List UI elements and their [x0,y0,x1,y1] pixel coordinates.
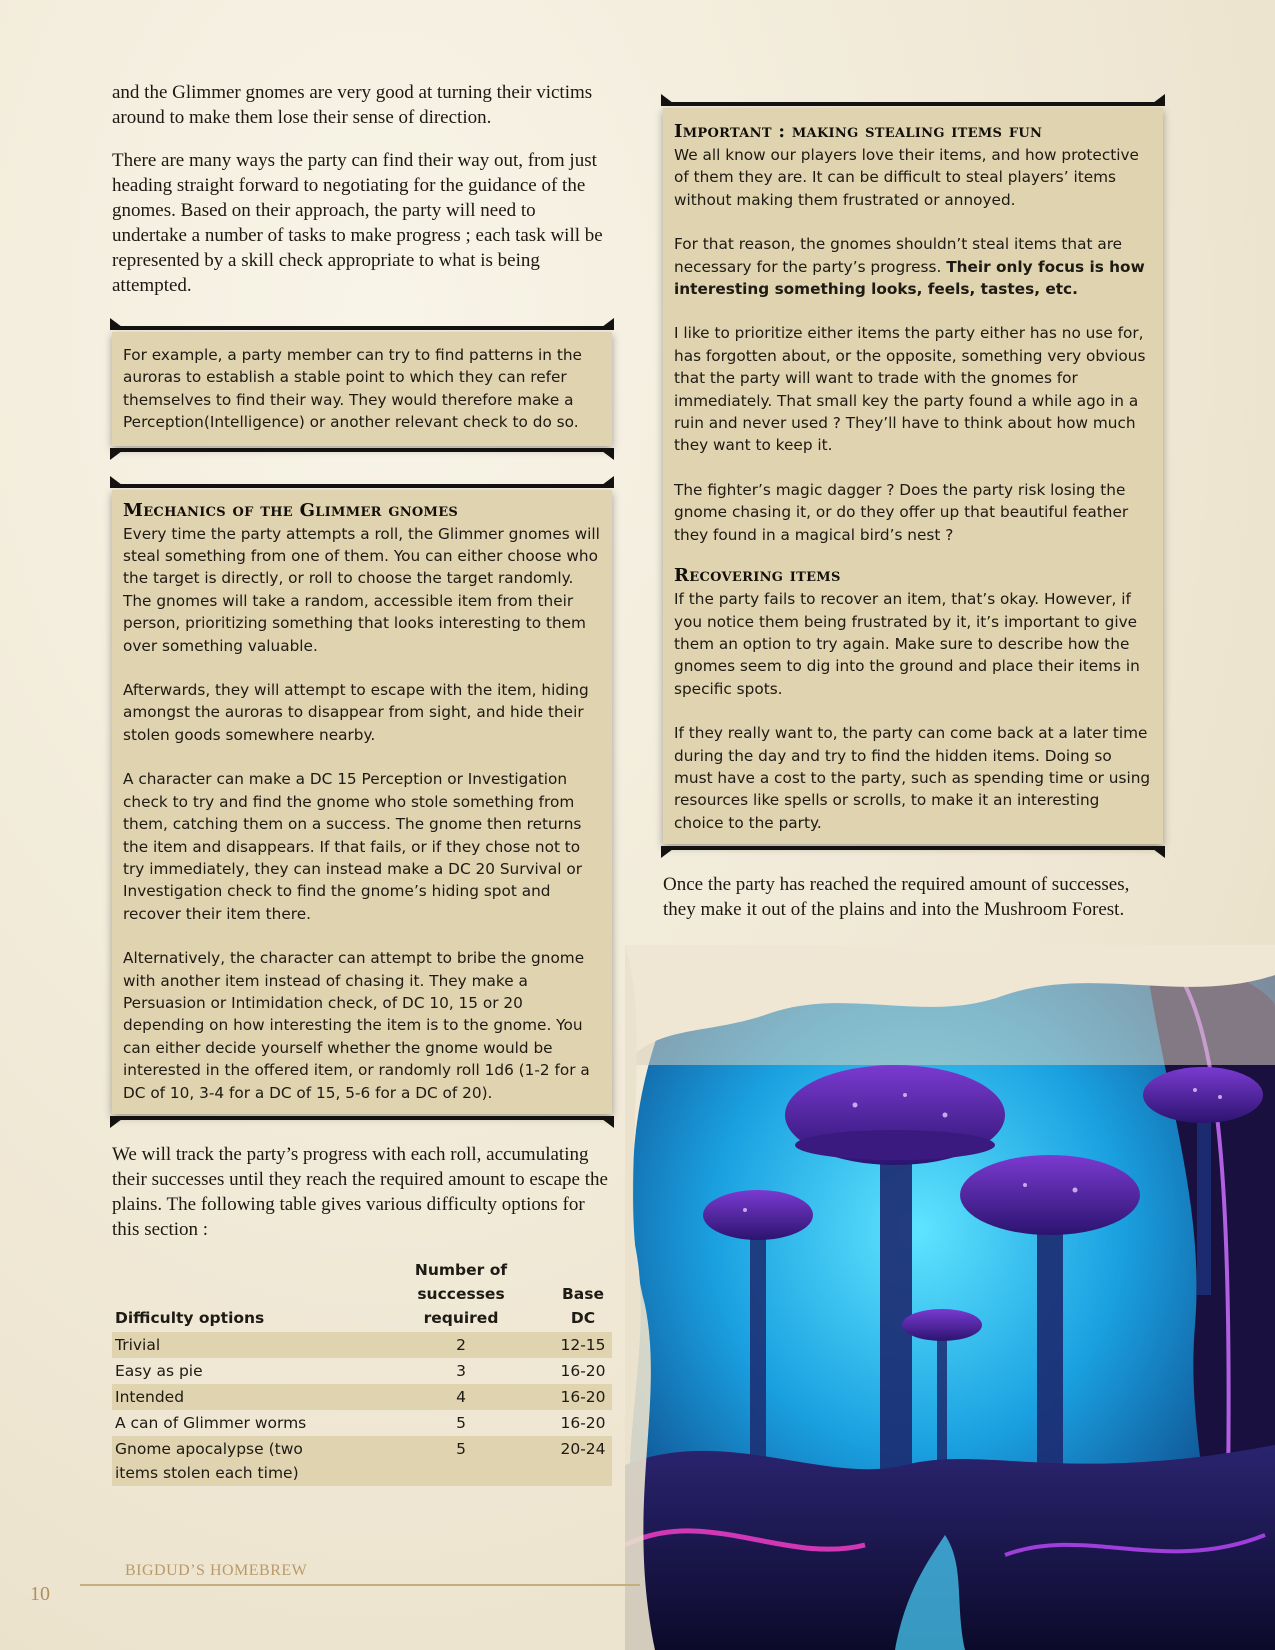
table-row [112,1384,612,1410]
important-p3: I like to prioritize either items the party either has no use for, has forgotten about, or the opposite, something very obvious that the party will want to trade with the gnomes for immediately. That small key the party found a while ago in a ruin and never used ? They’ll have to think about how much they want to keep it. [674,324,1146,455]
example-box [112,332,612,446]
mechanics-box [112,490,612,1114]
header-dc-line1: Base [561,1284,604,1303]
important-box [663,108,1163,844]
row-dc: 20-24 [560,1439,606,1458]
footer-brand: BIGDUD’S HOMEBREW [125,1562,308,1579]
row-dc: 12-15 [560,1335,606,1354]
row-option: A can of Glimmer worms [115,1413,307,1432]
mechanics-p2: Afterwards, they will attempt to escape with the item, hiding amongst the auroras to disappear from sight, and hide their stolen goods somewhere nearby. [123,681,589,744]
important-p4: The fighter’s magic dagger ? Does the party risk losing the gnome chasing it, or do they offer up that beautiful feather they found in a magical bird’s nest ? [674,480,1129,544]
header-successes [368,1256,554,1332]
header-successes-line1: Number of successes [414,1260,508,1303]
closing-paragraph: Once the party has reached the required amount of successes, they make it out of the plains and into the Mushroom Forest. [663,874,1130,921]
table-row [112,1410,612,1436]
important-p1: We all know our players love their items, and how protective of them they are. It can be difficult to steal players’ items without making them frustrated or annoyed. [674,146,1139,209]
row-option: Intended [115,1387,185,1406]
row-successes: 5 [456,1439,466,1458]
mushroom-forest-illustration [625,945,1275,1650]
row-option: Trivial [115,1335,161,1354]
table-row [112,1332,612,1358]
row-option: Easy as pie [115,1361,203,1380]
approach-paragraph: There are many ways the party can find their way out, from just heading straight forward to negotiating for the guidance of the gnomes. Based on their approach, the party will need to undertake a number of tasks to make progress ; each task will be represented by a skill check appropriate to what is being attempted. [112,150,603,296]
example-text: For example, a party member can try to find patterns in the auroras to establish a stable point to which they can refer themselves to find their way. They would therefore make a Perception(Intelligence) or another relevant check to do so. [123,346,582,432]
header-dc [554,1256,612,1332]
difficulty-table [112,1256,612,1486]
tracking-paragraph: We will track the party’s progress with each roll, accumulating their successes until they reach the required amount to escape the plains. The following table gives various difficulty options for this section : [112,1143,608,1240]
row-dc: 16-20 [560,1361,606,1380]
footer-rule [80,1584,640,1586]
page-number: 10 [30,1583,50,1605]
mechanics-p4: Alternatively, the character can attempt to bribe the gnome with another item instead of chasing it. They make a Persuasion or Intimidation check, of DC 10, 15 or 20 depending on how interesting the item is to the gnome. You can either decide yourself whether the gnome would be interested in the offered item, or randomly roll 1d6 (1-2 for a DC of 10, 3-4 for a DC of 15, 5-6 for a DC of 20). [123,949,590,1102]
row-dc: 16-20 [560,1413,606,1432]
table-row [112,1358,612,1384]
mushroom-forest-image [625,945,1275,1650]
box-top-border [661,102,1165,106]
recovering-heading: Recovering items [674,565,841,587]
important-heading: Important : making stealing items fun [674,121,1043,142]
header-difficulty: Difficulty options [115,1308,265,1327]
recovering-p2: If they really want to, the party can come back at a later time during the day and try to find the hidden items. Doing so must have a cost to the party, such as spending time or using resources like spells or scrolls, to make it an interesting choice to the party. [674,724,1151,832]
mechanics-p3: A character can make a DC 15 Perception or Investigation check to try and find the gnome who stole something from them, catching them on a success. The gnome then returns the item and disappears. If that fails, or if they chose not to try immediately, they can instead make a DC 20 Survival or Investigation check to find the gnome’s hiding spot and recover their item there. [123,770,582,923]
left-column [112,80,612,1486]
row-successes: 3 [456,1361,466,1380]
table-row [112,1436,612,1486]
row-dc: 16-20 [560,1387,606,1406]
important-p2 [674,233,1152,300]
header-successes-line2: required [423,1308,499,1327]
row-option: Gnome apocalypse (two items stolen each time) [115,1439,303,1482]
right-column [663,96,1163,940]
box-top-border [110,484,614,488]
row-successes: 4 [456,1387,466,1406]
box-bottom-border [110,1116,614,1120]
important-p2-text: For that reason, the gnomes shouldn’t steal items that are necessary for the party’s progress. [674,235,1123,276]
row-successes: 2 [456,1335,466,1354]
header-dc-line2: DC [570,1308,596,1327]
mechanics-p1: Every time the party attempts a roll, the Glimmer gnomes will steal something from one of them. You can either choose who the target is directly, or roll to choose the target randomly. The gnomes will take a random, accessible item from their person, prioritizing something that looks interesting to them over something valuable. [123,524,600,655]
important-p2-bold: Their only focus is how interesting something looks, feels, tastes, etc. [674,257,1145,299]
intro-paragraph: and the Glimmer gnomes are very good at turning their victims around to make them lose their sense of direction. [112,82,593,128]
box-top-border [110,326,614,330]
box-bottom-border [661,846,1165,850]
recovering-p1: If the party fails to recover an item, that’s okay. However, if you notice them being frustrated by it, it’s important to give them an option to try again. Make sure to describe how the gnomes seem to dig into the ground and place their items in specific spots. [674,590,1140,698]
box-bottom-border [110,448,614,452]
row-successes: 5 [456,1413,466,1432]
mechanics-heading: Mechanics of the Glimmer gnomes [123,499,459,521]
table-header-row [112,1256,612,1332]
